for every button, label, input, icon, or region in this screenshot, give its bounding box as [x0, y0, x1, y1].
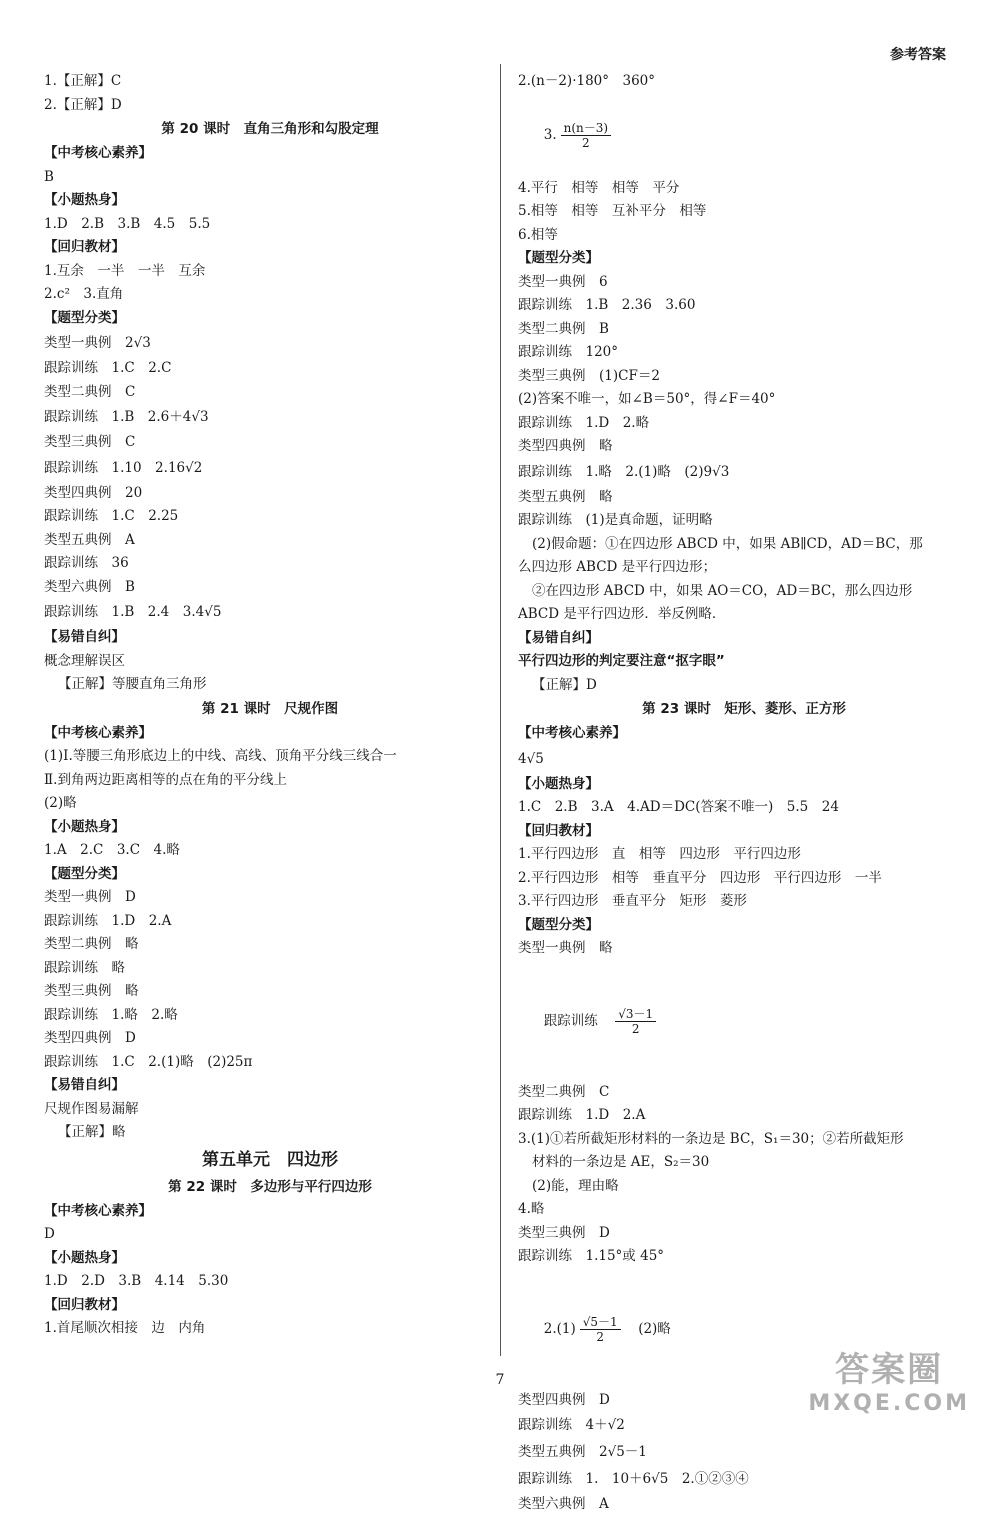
answer-line: 跟踪训练 1.D 2.A — [518, 1107, 646, 1123]
answer-line: 4.平行 相等 相等 平分 — [518, 179, 680, 196]
answer-line: 1.D 2.B 3.B 4.5 5.5 — [44, 215, 211, 232]
answer-line: 跟踪训练 1.略 2.略 — [44, 1006, 178, 1023]
section-heading: 【题型分类】 — [518, 250, 599, 266]
answer-line: D — [44, 1226, 55, 1242]
answer-line: 5.相等 相等 互补平分 相等 — [518, 203, 707, 219]
answer-line: (2)假命题：①在四边形 ABCD 中，如果 AB∥CD，AD＝BC，那 — [532, 535, 923, 552]
answer-line: 1.平行四边形 直 相等 四边形 平行四边形 — [518, 846, 801, 862]
answer-line: ABCD 是平行四边形．举反例略． — [518, 606, 726, 622]
answer-line: 跟踪训练 1.C 2.C — [44, 360, 172, 376]
page-number: 7 — [495, 1372, 505, 1388]
answer-line: 跟踪训练 1.C 2.(1)略 (2)25π — [44, 1053, 253, 1070]
fraction-denominator: 2 — [582, 135, 590, 150]
answer-line: 2.c² 3.直角 — [44, 286, 124, 302]
answer-line: 1.D 2.D 3.B 4.14 5.30 — [44, 1273, 229, 1289]
section-heading: 【小题热身】 — [44, 192, 125, 208]
answer-line: 类型五典例 A — [44, 531, 135, 548]
answer-line: 类型三典例 C — [44, 434, 136, 450]
answer-line: 跟踪训练 1.15°或 45° — [518, 1248, 665, 1264]
answer-line: 3.(1)①若所截矩形材料的一条边是 BC，S₁＝30；②若所截矩形 — [518, 1130, 904, 1147]
answer-line: Ⅱ.到角两边距离相等的点在角的平分线上 — [44, 771, 287, 788]
answer-line-fraction — [518, 961, 970, 1081]
answer-line: 【正解】D — [532, 676, 597, 693]
lesson-title: 第 21 课时 尺规作图 — [201, 700, 339, 717]
answer-line: 跟踪训练 1.D 2.A — [44, 912, 172, 929]
fraction — [561, 121, 611, 150]
item-prefix: 3. — [543, 126, 557, 143]
watermark-logo — [808, 1342, 970, 1416]
answer-line: 类型五典例 2√5－1 — [518, 1444, 647, 1460]
section-heading: 【中考核心素养】 — [44, 724, 152, 741]
answer-line: 类型四典例 20 — [44, 484, 143, 501]
answer-line: 跟踪训练 1.略 2.(1)略 (2)9√3 — [518, 463, 730, 480]
fraction-denominator: 2 — [596, 1329, 605, 1344]
answer-line: 概念理解误区 — [44, 652, 125, 669]
section-heading: 【中考核心素养】 — [518, 725, 626, 741]
answer-line: 1.互余 一半 一半 互余 — [44, 262, 206, 279]
answer-line: 类型四典例 D — [44, 1030, 136, 1046]
page-header: 参考答案 — [890, 47, 946, 63]
answer-line: 1.【正解】C — [44, 73, 122, 89]
fraction — [580, 1315, 621, 1344]
fraction-numerator: n(n－3) — [561, 121, 611, 136]
answer-line: 跟踪训练 1.B 2.36 3.60 — [518, 297, 696, 313]
answer-line: 1.A 2.C 3.C 4.略 — [44, 842, 180, 858]
section-heading: 【易错自纠】 — [44, 1077, 125, 1093]
answer-line: 2.【正解】D — [44, 96, 122, 113]
answer-line: 跟踪训练 4＋√2 — [518, 1417, 625, 1433]
fraction-numerator: √3－1 — [615, 1007, 656, 1022]
answer-line: 跟踪训练 1.B 2.6＋4√3 — [44, 409, 209, 425]
answer-line: 类型一典例 2√3 — [44, 335, 151, 351]
column-divider — [500, 64, 501, 1356]
answer-line: 尺规作图易漏解 — [44, 1100, 139, 1117]
answer-line: (2)答案不唯一，如∠B＝50°，得∠F＝40° — [518, 391, 776, 407]
answer-line: B — [44, 168, 54, 185]
answer-line: 3.平行四边形 垂直平分 矩形 菱形 — [518, 893, 747, 909]
lesson-title: 第 20 课时 直角三角形和勾股定理 — [161, 121, 379, 137]
unit-title: 第五单元 四边形 — [202, 1149, 338, 1170]
answer-line: 【正解】等腰直角三角形 — [58, 676, 207, 692]
answer-line: 类型一典例 6 — [518, 273, 608, 290]
answer-line: 类型三典例 (1)CF＝2 — [518, 367, 660, 384]
item-prefix: 跟踪训练 — [543, 1012, 598, 1029]
watermark-text: 答案圈 — [835, 1350, 944, 1390]
answer-line: 4√5 — [518, 750, 544, 767]
answer-line: 类型二典例 略 — [44, 936, 139, 952]
fraction-denominator: 2 — [631, 1021, 640, 1036]
item-prefix: 2.(1) — [543, 1320, 576, 1337]
section-heading: 【回归教材】 — [44, 239, 125, 255]
answer-line: 类型二典例 C — [518, 1083, 610, 1100]
answer-line: 么四边形 ABCD 是平行四边形； — [518, 559, 717, 575]
answer-line: 类型二典例 B — [518, 320, 609, 337]
answer-line: (2)略 — [44, 795, 77, 811]
section-heading: 【易错自纠】 — [518, 629, 599, 646]
answer-line: 跟踪训练 36 — [44, 555, 129, 571]
watermark-url: MXQE.COM — [808, 1391, 970, 1416]
section-heading: 【回归教材】 — [44, 1296, 125, 1313]
answer-line: 类型六典例 B — [44, 578, 135, 595]
section-heading: 【回归教材】 — [518, 822, 599, 839]
answer-line: 跟踪训练 1. 10＋6√5 2.①②③④ — [518, 1471, 749, 1487]
left-column — [44, 70, 496, 1341]
answer-line: 类型三典例 D — [518, 1224, 610, 1241]
answer-line-fraction — [518, 94, 970, 177]
answer-line: 4.略 — [518, 1201, 545, 1217]
answer-line: (2)能，理由略 — [532, 1177, 619, 1194]
section-heading: 【中考核心素养】 — [44, 145, 152, 161]
answer-line: 平行四边形的判定要注意“抠字眼” — [518, 653, 725, 669]
answer-line: 【正解】略 — [58, 1124, 126, 1140]
section-heading: 【题型分类】 — [44, 309, 125, 326]
answer-line: 1.C 2.B 3.A 4.AD＝DC(答案不唯一) 5.5 24 — [518, 799, 839, 815]
answer-line: 类型一典例 略 — [518, 940, 613, 956]
answer-line: 类型六典例 A — [518, 1496, 609, 1512]
answer-line: 类型四典例 D — [518, 1391, 610, 1408]
section-heading: 【小题热身】 — [44, 1249, 125, 1266]
answer-line: 类型二典例 C — [44, 383, 136, 400]
answer-line: 跟踪训练 1.B 2.4 3.4√5 — [44, 604, 222, 620]
answer-line: 6.相等 — [518, 226, 558, 243]
section-heading: 【题型分类】 — [44, 865, 125, 882]
section-heading: 【中考核心素养】 — [44, 1202, 152, 1219]
answer-line: 跟踪训练 1.C 2.25 — [44, 508, 179, 524]
answer-line: ②在四边形 ABCD 中，如果 AO＝CO，AD＝BC，那么四边形 — [532, 582, 913, 599]
fraction-numerator: √5－1 — [580, 1315, 621, 1330]
answer-line: 跟踪训练 1.10 2.16√2 — [44, 459, 203, 476]
section-heading: 【小题热身】 — [44, 818, 125, 835]
answer-line: 跟踪训练 1.D 2.略 — [518, 414, 650, 431]
section-heading: 【题型分类】 — [518, 916, 599, 933]
section-heading: 【易错自纠】 — [44, 629, 125, 645]
answer-line: 类型一典例 D — [44, 889, 136, 905]
answer-line: (1)Ⅰ.等腰三角形底边上的中线、高线、顶角平分线三线合一 — [44, 748, 397, 764]
answer-line: 类型四典例 略 — [518, 438, 613, 454]
lesson-title: 第 22 课时 多边形与平行四边形 — [168, 1178, 372, 1195]
answer-line: 跟踪训练 120° — [518, 344, 619, 360]
section-heading: 【小题热身】 — [518, 775, 599, 792]
answer-line: 类型五典例 略 — [518, 488, 613, 505]
answer-line: 跟踪训练 略 — [44, 959, 125, 976]
answer-line: 跟踪训练 (1)是真命题，证明略 — [518, 512, 713, 528]
answer-line: 1.首尾顺次相接 边 内角 — [44, 1320, 206, 1336]
answer-line: 材料的一条边是 AE，S₂＝30 — [532, 1154, 710, 1170]
right-column — [518, 70, 970, 1517]
lesson-title: 第 23 课时 矩形、菱形、正方形 — [642, 701, 846, 717]
answer-line: 类型三典例 略 — [44, 983, 139, 999]
item-suffix: (2)略 — [638, 1320, 671, 1337]
answer-line: 2.平行四边形 相等 垂直平分 四边形 平行四边形 一半 — [518, 869, 882, 886]
fraction — [615, 1007, 656, 1036]
answer-line: 2.(n－2)·180° 360° — [518, 73, 656, 89]
